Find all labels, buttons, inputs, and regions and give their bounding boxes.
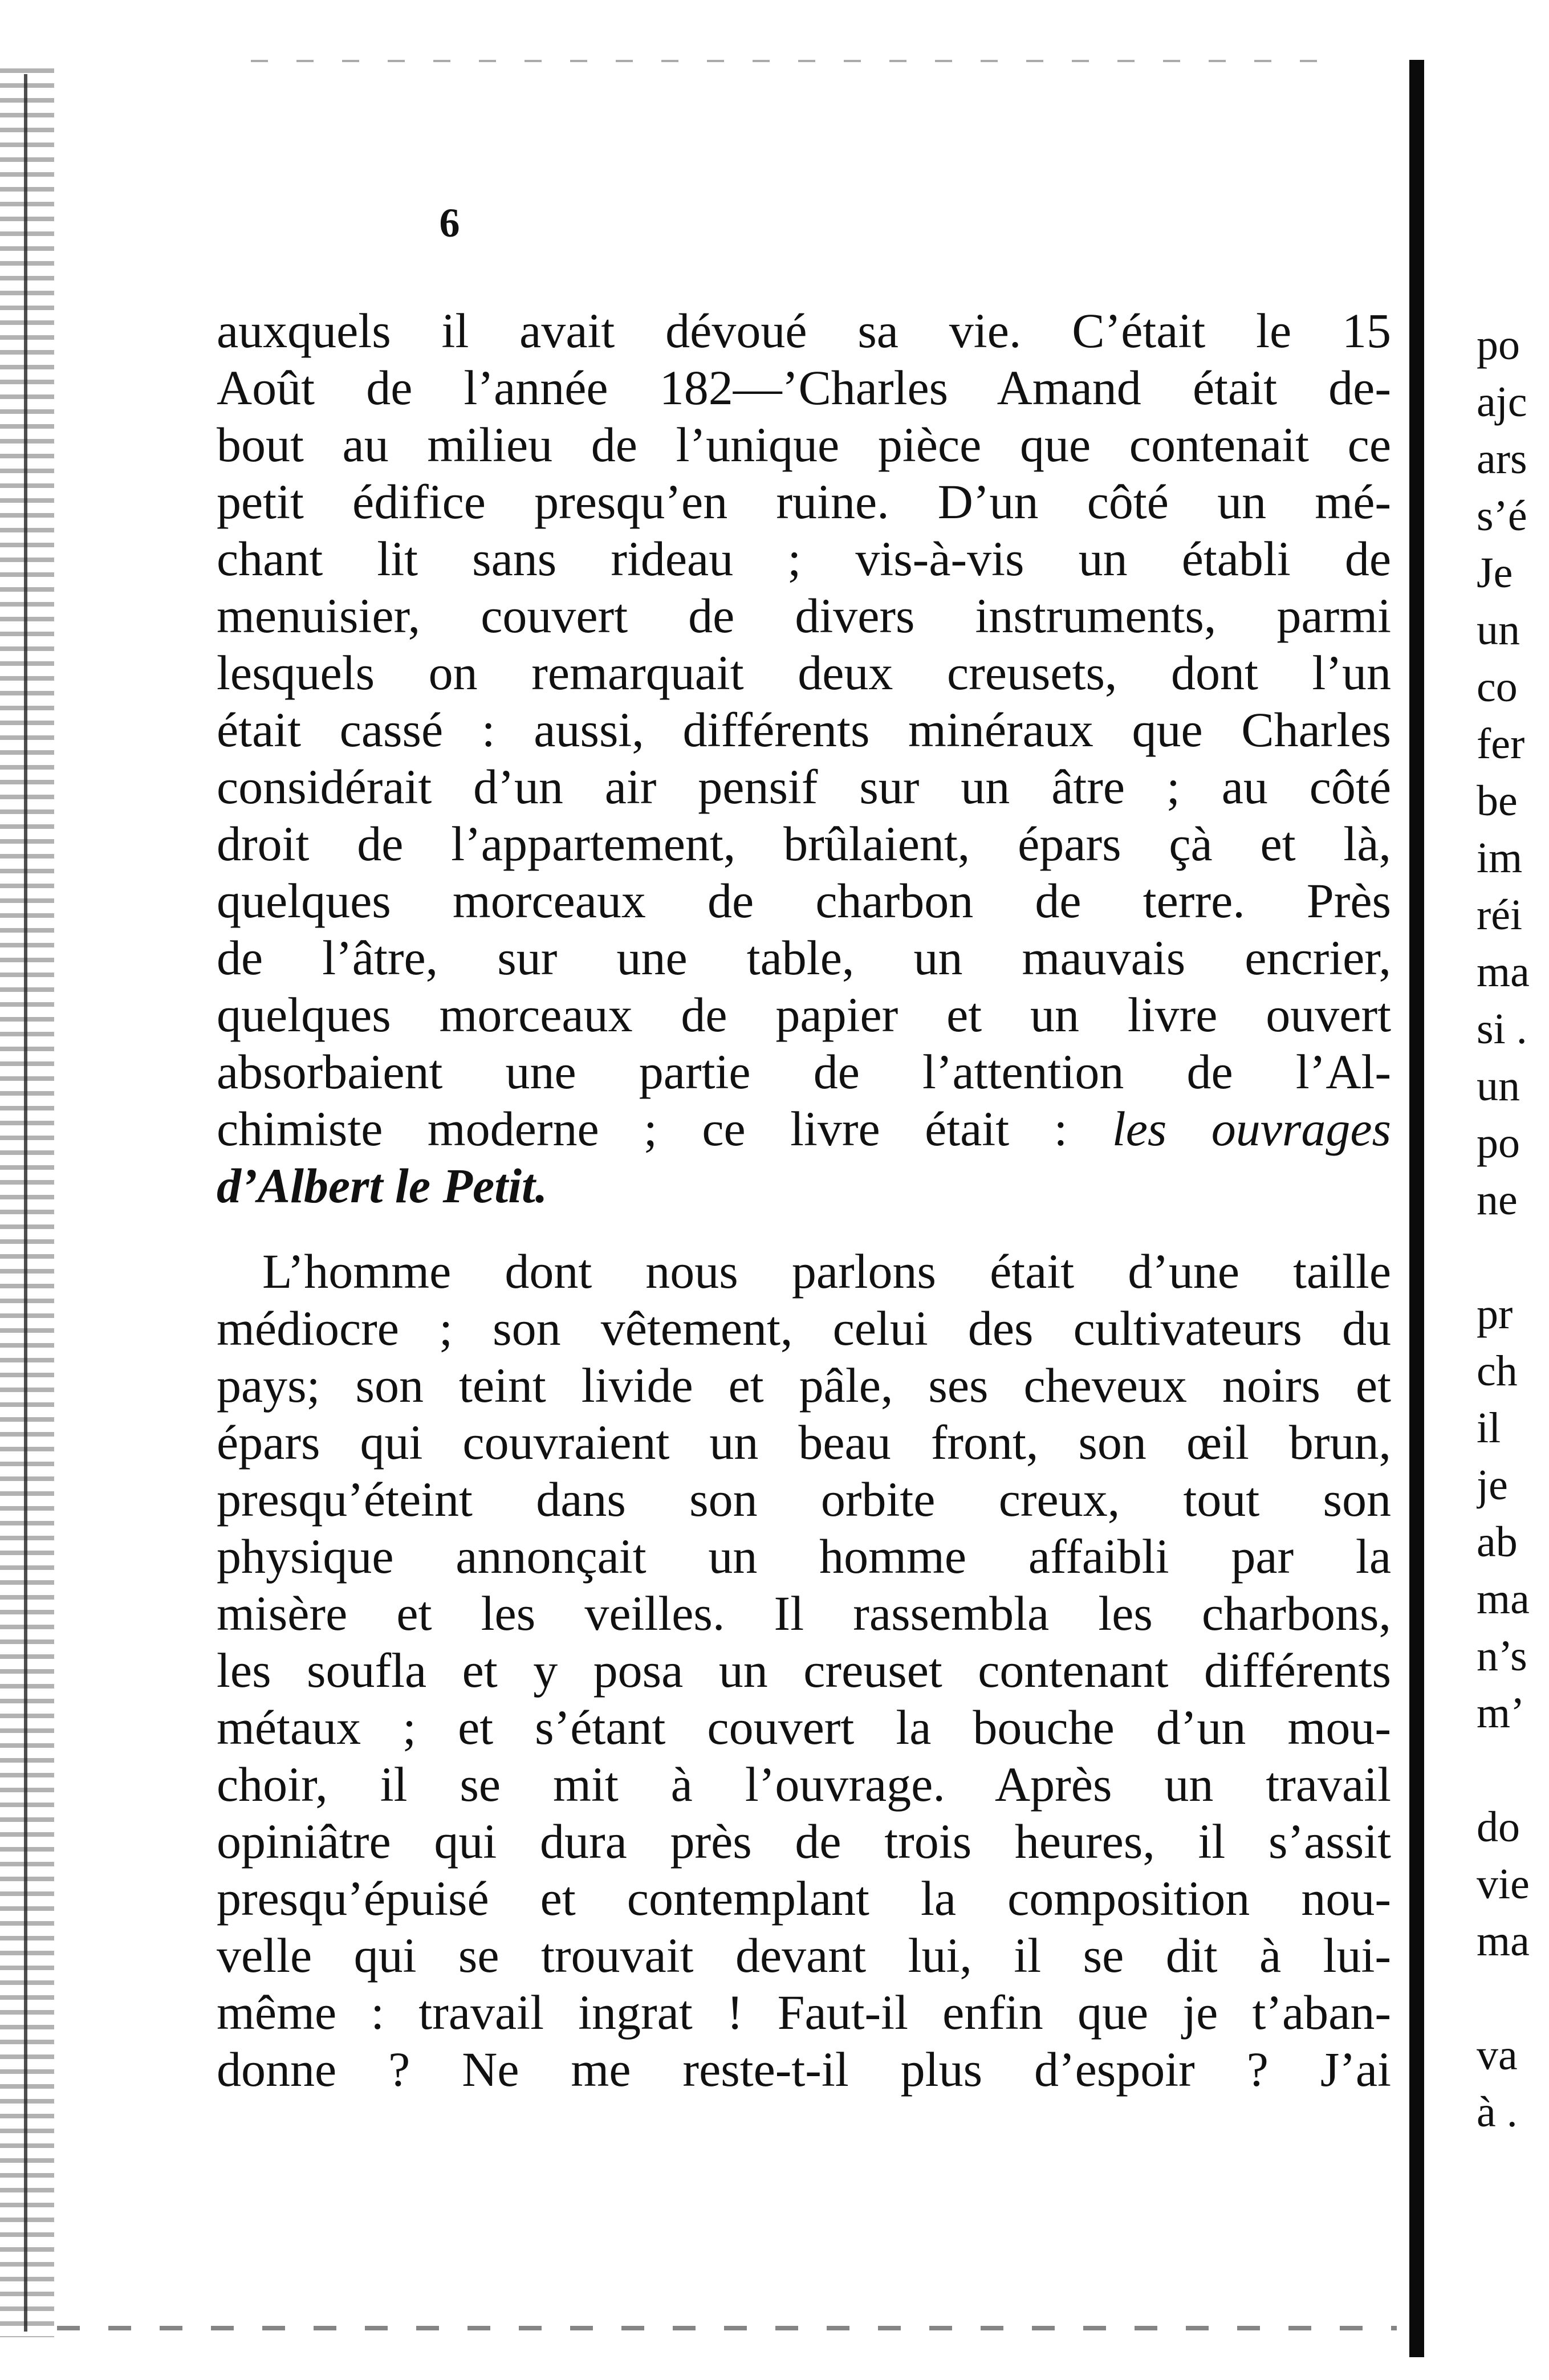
text-line: quelques morceaux de charbon de terre. Près (217, 873, 1391, 928)
text-line: droit de l’appartement, brûlaient, épars çà et là, (217, 816, 1391, 871)
paragraph-2 (217, 1243, 1391, 2098)
facing-fragment: ajc (1477, 378, 1527, 426)
text-line: chant lit sans rideau ; vis-à-vis un établi de (217, 531, 1391, 586)
text-line: menuisier, couvert de divers instruments, parmi (217, 588, 1391, 643)
text-line: petit édifice presqu’en ruine. D’un côté un mé- (217, 474, 1391, 529)
text-line: auxquels il avait dévoué sa vie. C’était le 15 (217, 303, 1391, 358)
text-line: même : travail ingrat ! Faut-il enfin que je t’aban- (217, 1985, 1391, 2040)
text-line: médiocre ; son vêtement, celui des cultivateurs du (217, 1301, 1391, 1356)
facing-fragment: do (1477, 1803, 1520, 1851)
facing-fragment: co (1477, 663, 1518, 711)
facing-fragment: ch (1477, 1347, 1518, 1395)
facing-fragment: ma (1477, 948, 1530, 996)
bottom-edge-scratch (57, 2326, 1397, 2330)
text-segment: chimiste moderne ; ce livre était : (217, 1101, 1068, 1156)
facing-fragment: be (1477, 777, 1518, 825)
left-gutter-binding (24, 74, 27, 2332)
text-line: choir, il se mit à l’ouvrage. Après un travail (217, 1757, 1391, 1812)
page-number: 6 (439, 200, 460, 246)
facing-fragment: po (1477, 1119, 1520, 1167)
paragraph-1 (217, 302, 1391, 1214)
text-line: les soufla et y posa un creuset contenant différents (217, 1643, 1391, 1698)
facing-fragment: ars (1477, 435, 1527, 483)
text-line: bout au milieu de l’unique pièce que contenait ce (217, 417, 1391, 472)
facing-fragment: je (1477, 1461, 1508, 1509)
facing-fragment: un (1477, 606, 1520, 654)
text-line: donne ? Ne me reste-t-il plus d’espoir ? J’ai (217, 2042, 1391, 2097)
text-line: pays; son teint livide et pâle, ses cheveux noirs et (217, 1358, 1391, 1413)
text-line-italic (217, 1157, 1391, 1214)
text-line: misère et les veilles. Il rassembla les charbons, (217, 1586, 1391, 1641)
text-line-with-italic (217, 1100, 1391, 1157)
text-line: absorbaient une partie de l’attention de l’Al- (217, 1044, 1391, 1099)
text-line: opiniâtre qui dura près de trois heures, il s’assit (217, 1814, 1391, 1869)
text-line: épars qui couvraient un beau front, son œil brun, (217, 1415, 1391, 1470)
page-fold-line (1409, 60, 1424, 2357)
facing-fragment: vie (1477, 1860, 1530, 1908)
text-line: physique annonçait un homme affaibli par la (217, 1529, 1391, 1584)
facing-fragment: m’ (1477, 1689, 1525, 1737)
facing-fragment: Je (1477, 549, 1513, 597)
text-line: métaux ; et s’étant couvert la bouche d’un mou- (217, 1700, 1391, 1755)
facing-fragment: po (1477, 321, 1520, 369)
text-line: L’homme dont nous parlons était d’une taille (262, 1244, 1391, 1299)
facing-fragment: ab (1477, 1518, 1518, 1566)
facing-fragment: il (1477, 1404, 1501, 1452)
book-title-part: les ouvrages (1112, 1101, 1392, 1156)
facing-fragment: n’s (1477, 1632, 1527, 1680)
facing-fragment: im (1477, 834, 1523, 882)
facing-fragment: un (1477, 1062, 1520, 1110)
text-line: Août de l’année 182—’Charles Amand était de- (217, 360, 1391, 415)
facing-fragment: va (1477, 2031, 1518, 2079)
facing-fragment: si . (1477, 1005, 1527, 1053)
facing-fragment: s’é (1477, 492, 1527, 540)
facing-fragment: à . (1477, 2088, 1518, 2136)
facing-page-fragments (1477, 316, 1549, 2141)
text-line: presqu’épuisé et contemplant la composition nou- (217, 1871, 1391, 1926)
facing-fragment: fer (1477, 720, 1525, 768)
text-line: quelques morceaux de papier et un livre ouvert (217, 987, 1391, 1042)
text-line: presqu’éteint dans son orbite creux, tout son (217, 1472, 1391, 1527)
facing-fragment: pr (1477, 1290, 1513, 1338)
text-line: velle qui se trouvait devant lui, il se dit à lui- (217, 1928, 1391, 1983)
facing-fragment: ma (1477, 1917, 1530, 1965)
text-line: était cassé : aussi, différents minéraux que Charles (217, 702, 1391, 757)
text-line: lesquels on remarquait deux creusets, dont l’un (217, 645, 1391, 700)
facing-fragment: réi (1477, 891, 1523, 939)
facing-fragment: ne (1477, 1176, 1518, 1224)
text-line: de l’âtre, sur une table, un mauvais encrier, (217, 930, 1391, 985)
facing-fragment: ma (1477, 1575, 1530, 1623)
top-edge-scratch (251, 60, 1334, 62)
text-line: considérait d’un air pensif sur un âtre ; au côté (217, 759, 1391, 814)
book-title-author: d’Albert le Petit. (217, 1158, 548, 1213)
